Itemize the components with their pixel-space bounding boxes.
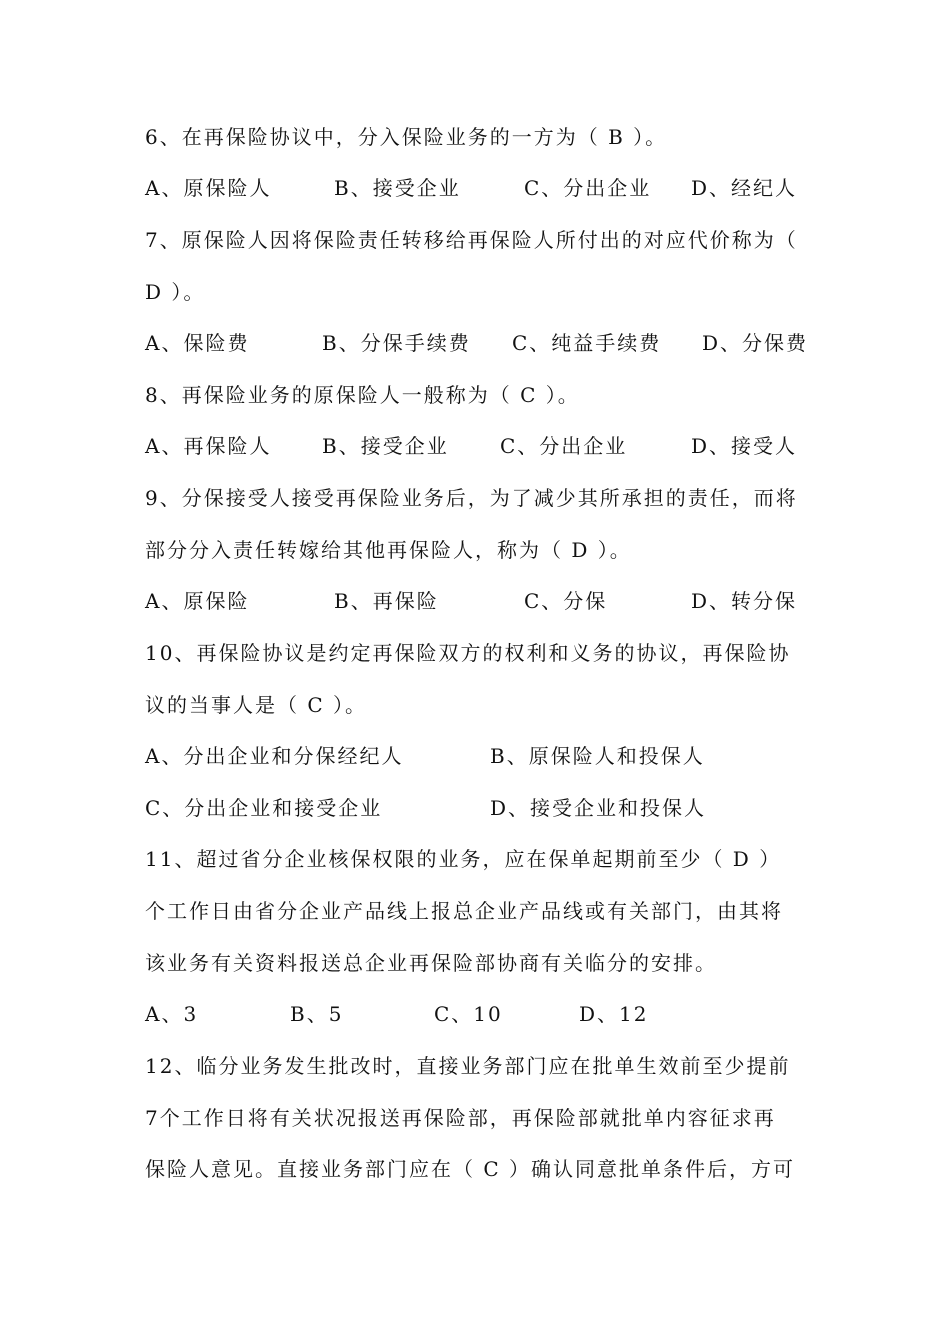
option-c: C、10 xyxy=(434,1002,503,1026)
question-11-line-2: 个工作日由省分企业产品线上报总企业产品线或有关部门，由其将 xyxy=(145,899,783,923)
option-c: C、分出企业 xyxy=(524,176,652,200)
option-a: A、再保险人 xyxy=(145,434,272,458)
option-a: A、分出企业和分保经纪人 xyxy=(145,744,404,768)
option-b: B、接受企业 xyxy=(322,434,449,458)
option-a: A、保险费 xyxy=(145,331,250,355)
question-12-line-1: 12、临分业务发生批改时，直接业务部门应在批单生效前至少提前 xyxy=(145,1054,791,1078)
option-c: C、纯益手续费 xyxy=(512,331,662,355)
option-d: D、接受人 xyxy=(691,434,798,458)
question-7-line-1: 7、原保险人因将保险责任转移给再保险人所付出的对应代价称为（ xyxy=(145,228,798,252)
option-d: D、转分保 xyxy=(691,589,798,613)
option-a: A、原保险人 xyxy=(145,176,272,200)
option-d: D、经纪人 xyxy=(691,176,798,200)
option-b: B、原保险人和投保人 xyxy=(490,744,705,768)
option-c: C、分出企业 xyxy=(500,434,628,458)
option-d: D、分保费 xyxy=(702,331,809,355)
question-11-line-3: 该业务有关资料报送总企业再保险部协商有关临分的安排。 xyxy=(145,951,717,975)
option-b: B、再保险 xyxy=(334,589,439,613)
question-10-line-1: 10、再保险协议是约定再保险双方的权利和义务的协议，再保险协 xyxy=(145,641,791,665)
option-b: B、5 xyxy=(290,1002,344,1026)
question-8-line-1: 8、再保险业务的原保险人一般称为（ C ）。 xyxy=(145,383,580,407)
option-d: D、接受企业和投保人 xyxy=(490,796,707,820)
question-12-line-3: 保险人意见。直接业务部门应在（ C ）确认同意批单条件后，方可 xyxy=(145,1157,796,1181)
option-c: C、分保 xyxy=(524,589,608,613)
question-9-line-1: 9、分保接受人接受再保险业务后，为了减少其所承担的责任，而将 xyxy=(145,486,798,510)
option-a: A、3 xyxy=(145,1002,199,1026)
option-b: B、接受企业 xyxy=(334,176,461,200)
question-6-line-1: 6、在再保险协议中，分入保险业务的一方为（ B ）。 xyxy=(145,125,668,149)
option-d: D、12 xyxy=(579,1002,649,1026)
question-11-line-1: 11、超过省分企业核保权限的业务，应在保单起期前至少（ D ） xyxy=(145,847,782,871)
question-10-line-2: 议的当事人是（ C ）。 xyxy=(145,693,368,717)
option-c: C、分出企业和接受企业 xyxy=(145,796,383,820)
option-a: A、原保险 xyxy=(145,589,250,613)
question-9-line-2: 部分分入责任转嫁给其他再保险人，称为（ D ）。 xyxy=(145,538,632,562)
question-7-line-2: D ）。 xyxy=(145,280,206,304)
option-b: B、分保手续费 xyxy=(322,331,471,355)
question-12-line-2: 7个工作日将有关状况报送再保险部，再保险部就批单内容征求再 xyxy=(145,1106,776,1130)
